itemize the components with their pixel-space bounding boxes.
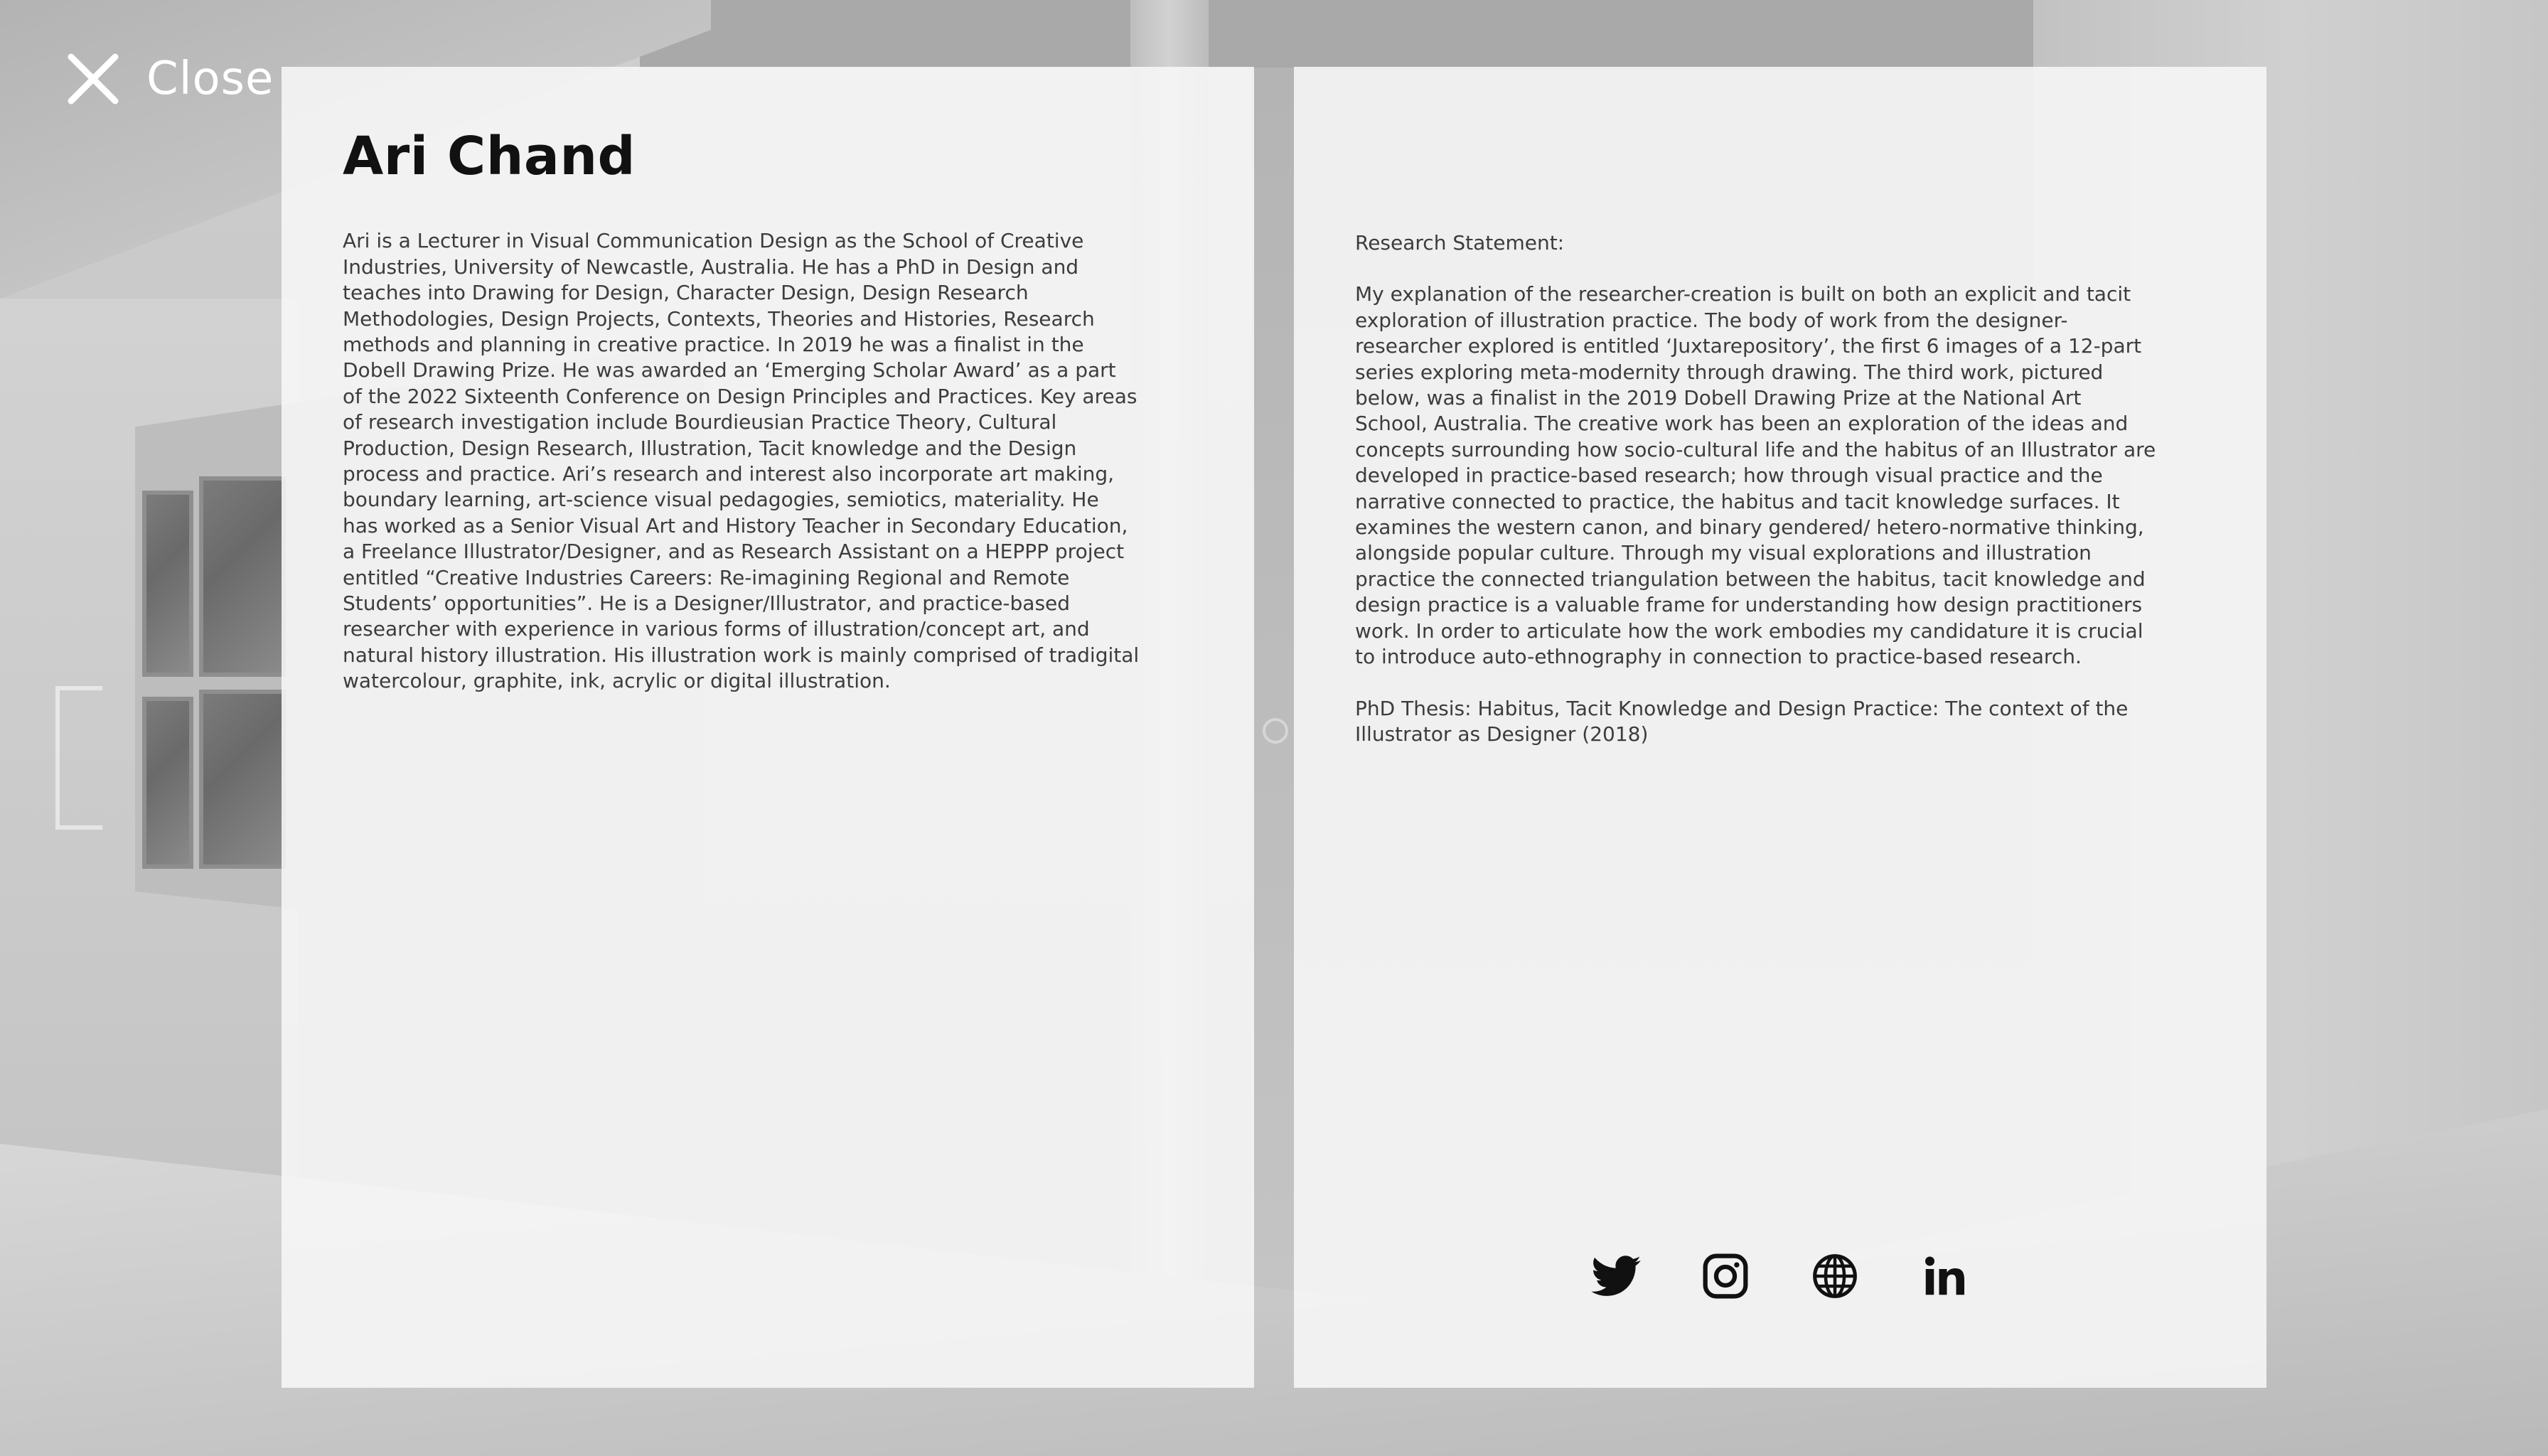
gallery-artwork-frame bbox=[199, 476, 286, 677]
instagram-icon bbox=[1701, 1252, 1750, 1300]
gallery-artwork-frame bbox=[199, 690, 286, 869]
gallery-nav-bracket bbox=[55, 686, 102, 830]
artist-bio: Ari is a Lecturer in Visual Communication Design as the School of Creative Industries, University of Newcastle, Australia. He has a PhD in Design and teaches into Drawing for Design, Character Design, Design Research Methodologies, Design Projects, Contexts, Theories and Histories, Research methods and planning in creative practice. In 2019 he was a finalist in the Dobell Drawing Prize. He was awarded an ‘Emerging Scholar Award’ as a part of the 2022 Sixteenth Conference on Design Principles and Practices. Key areas of research investigation include Bourdieusian Practice Theory, Cultural Production, Design Research, Illustration, Tacit knowledge and the Design process and practice. Ari’s research and interest also incorporate art making, boundary learning, art-science visual pedagogies, semiotics, materiality. He has worked as a Senior Visual Art and History Teacher in Secondary Education, a Freelance Illustrator/Designer, and as Research Assistant on a HEPPP project entitled “Creative Industries Careers: Re-imagining Regional and Remote Students’ opportunities”. He is a Designer/Illustrator, and practice-based researcher with experience in various forms of illustration/concept art, and natural history illustration. His illustration work is mainly comprised of tradigital watercolour, graphite, ink, acrylic or digital illustration. bbox=[343, 229, 1140, 693]
linkedin-icon bbox=[1923, 1255, 1966, 1297]
gallery-artwork-frame bbox=[142, 491, 193, 677]
globe-icon bbox=[1811, 1252, 1859, 1300]
gallery-ceiling-band bbox=[640, 0, 2062, 68]
gallery-nav-ring bbox=[1263, 718, 1288, 744]
artist-name: Ari Chand bbox=[343, 126, 636, 187]
linkedin-link[interactable] bbox=[1920, 1251, 1969, 1301]
twitter-link[interactable] bbox=[1591, 1251, 1641, 1301]
phd-thesis-text: PhD Thesis: Habitus, Tacit Knowledge and Design Practice: The context of the Illustrator as Designer (2018) bbox=[1355, 696, 2129, 746]
gallery-artwork-frame bbox=[142, 697, 193, 869]
close-icon bbox=[67, 53, 119, 105]
research-statement-panel bbox=[1294, 67, 2266, 1388]
website-link[interactable] bbox=[1810, 1251, 1860, 1301]
twitter-icon bbox=[1591, 1256, 1641, 1297]
research-statement-text: My explanation of the researcher-creation is built on both an explicit and tacit exploration of illustration practice. The body of work from the designer-researcher explored is entitled ‘Juxtarepository’, the first 6 images of a 12-part series exploring meta-modernity through drawing. The third work, pictured below, was a finalist in the 2019 Dobell Drawing Prize at the National Art School, Australia. The creative work has been an exploration of the ideas and concepts surrounding how socio-cultural life and the habitus of an Illustrator are developed in practice-based research; how through visual practice and the narrative connected to practice, the habitus and tacit knowledge surfaces. It examines the western canon, and binary gendered/ hetero-normative thinking, alongside popular culture. Through my visual explorations and illustration practice the connected triangulation between the habitus, tacit knowledge and design practice is a valuable frame for understanding how design practitioners work. In order to articulate how the work embodies my candidature it is crucial to introduce auto-ethnography in connection to practice-based research. bbox=[1355, 282, 2156, 669]
research-statement-heading: Research Statement: bbox=[1355, 231, 1565, 255]
artist-bio-panel bbox=[282, 67, 1254, 1388]
close-label: Close bbox=[146, 53, 274, 105]
close-button[interactable] bbox=[67, 47, 274, 111]
social-links bbox=[1294, 1251, 2266, 1301]
instagram-link[interactable] bbox=[1701, 1251, 1750, 1301]
